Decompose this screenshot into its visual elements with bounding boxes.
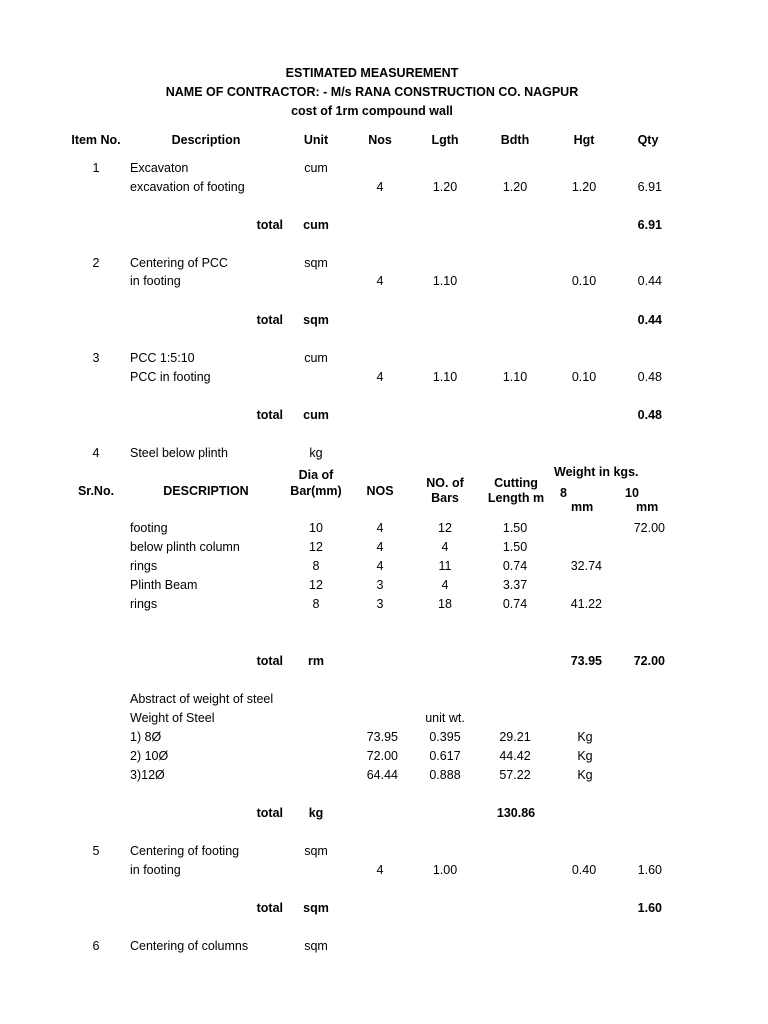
item-number: 2 [92,256,100,270]
total-qty: 0.44 [637,313,662,327]
total-label: total [256,313,283,327]
abstract-total-label: total [256,806,283,820]
steel-row-cut: 0.74 [502,597,528,611]
doc-subtitle: cost of 1rm compound wall [291,104,453,118]
item-unit: sqm [304,844,328,858]
abstract-row-weight: 57.22 [499,768,531,782]
steel-total-label: total [256,654,283,668]
steel-total-unit: rm [308,654,324,668]
steel-col-nos: NOS [366,484,394,498]
col-qty: Qty [637,133,659,147]
steel-col-bars-line1: NO. of [426,476,464,490]
steel-row-cut: 1.50 [502,540,528,554]
col-unit: Unit [303,133,329,147]
row-qty: 0.48 [637,370,662,384]
row-nos: 4 [376,274,384,288]
abstract-row-unit-wt: 0.395 [429,730,461,744]
row-description: in footing [130,863,181,877]
steel-row-nos: 3 [376,597,384,611]
row-lgth: 1.10 [432,370,458,384]
steel-row-description: rings [130,597,158,611]
abstract-row-label: 1) 8Ø [130,730,162,744]
abstract-row-unit: Kg [577,768,593,782]
steel-row-w8: 32.74 [570,559,602,573]
item-number: 1 [92,161,100,175]
steel-col-w10-line1: 10 [625,486,639,500]
row-qty: 6.91 [637,180,662,194]
total-label: total [256,218,283,232]
steel-row-nos: 4 [376,559,384,573]
item-title: Centering of footing [130,844,240,858]
item-unit: sqm [304,939,328,953]
row-lgth: 1.00 [432,863,458,877]
row-bdth: 1.20 [502,180,528,194]
abstract-row-unit-wt: 0.617 [429,749,461,763]
total-unit: sqm [303,313,329,327]
abstract-row-label: 3)12Ø [130,768,165,782]
steel-total-w8: 73.95 [570,654,602,668]
steel-row-dia: 10 [309,521,323,535]
item-title: Centering of columns [130,939,249,953]
row-nos: 4 [376,863,384,877]
steel-col-cut-line1: Cutting [494,476,538,490]
doc-title: ESTIMATED MEASUREMENT [285,66,459,80]
total-label: total [256,901,283,915]
steel-row-description: rings [130,559,158,573]
abstract-row-unit: Kg [577,730,593,744]
abstract-total-unit: kg [308,806,324,820]
steel-col-w8-line2: mm [571,500,594,514]
total-qty: 6.91 [637,218,662,232]
abstract-row-unit: Kg [577,749,593,763]
abstract-unit-wt-label: unit wt. [425,711,465,725]
steel-col-dia-line1: Dia of [298,468,334,482]
abstract-title: Abstract of weight of steel [130,692,274,706]
abstract-subtitle: Weight of Steel [130,711,215,725]
row-hgt: 0.10 [571,274,597,288]
col-description: Description [171,133,241,147]
abstract-row-unit-wt: 0.888 [429,768,461,782]
steel-row-w8: 41.22 [570,597,602,611]
steel-col-bars-line2: Bars [431,491,459,505]
item-title: Excavaton [130,161,189,175]
steel-row-nos: 3 [376,578,384,592]
steel-row-dia: 12 [309,540,323,554]
abstract-row-label: 2) 10Ø [130,749,169,763]
item-title: PCC 1:5:10 [130,351,195,365]
row-description: PCC in footing [130,370,211,384]
steel-row-dia: 12 [309,578,323,592]
steel-row-description: Plinth Beam [130,578,198,592]
steel-col-description: DESCRIPTION [163,484,249,498]
col-item-no: Item No. [71,133,121,147]
steel-row-bars: 12 [438,521,452,535]
row-lgth: 1.20 [432,180,458,194]
steel-row-cut: 0.74 [502,559,528,573]
abstract-row-weight: 29.21 [499,730,531,744]
row-qty: 1.60 [637,863,662,877]
abstract-total-value: 130.86 [496,806,536,820]
col-nos: Nos [368,133,392,147]
item-unit: sqm [304,256,328,270]
steel-row-bars: 4 [441,578,449,592]
steel-row-description: below plinth column [130,540,240,554]
steel-col-dia-line2: Bar(mm) [290,484,342,498]
col-bdth: Bdth [500,133,530,147]
row-hgt: 0.40 [571,863,597,877]
item-unit: cum [304,161,328,175]
steel-row-dia: 8 [312,597,320,611]
row-description: in footing [130,274,181,288]
total-qty: 1.60 [637,901,662,915]
total-label: total [256,408,283,422]
row-hgt: 0.10 [571,370,597,384]
total-unit: cum [303,218,329,232]
item-number: 5 [92,844,100,858]
item-unit: kg [309,446,323,460]
col-lgth: Lgth [431,133,459,147]
contractor-name: NAME OF CONTRACTOR: - M/s RANA CONSTRUCTION CO. NAGPUR [165,85,579,99]
abstract-row-length: 64.44 [366,768,398,782]
item-title: Centering of PCC [130,256,228,270]
steel-row-bars: 11 [438,559,452,573]
item-number: 3 [92,351,100,365]
row-nos: 4 [376,180,384,194]
abstract-row-length: 73.95 [366,730,398,744]
row-hgt: 1.20 [571,180,597,194]
item-title: Steel below plinth [130,446,228,460]
steel-col-w8-line1: 8 [560,486,567,500]
steel-row-description: footing [130,521,168,535]
steel-col-srno: Sr.No. [77,484,115,498]
steel-col-cut-line2: Length m [487,491,545,505]
total-qty: 0.48 [637,408,662,422]
steel-col-weight: Weight in kgs. [554,465,639,479]
steel-row-cut: 3.37 [502,578,528,592]
steel-row-nos: 4 [376,521,384,535]
abstract-row-weight: 44.42 [499,749,531,763]
item-number: 4 [92,446,100,460]
steel-row-nos: 4 [376,540,384,554]
item-number: 6 [92,939,100,953]
steel-row-bars: 18 [438,597,452,611]
steel-row-cut: 1.50 [502,521,528,535]
col-hgt: Hgt [573,133,595,147]
abstract-row-length: 72.00 [366,749,398,763]
item-unit: cum [304,351,328,365]
steel-row-dia: 8 [312,559,320,573]
steel-col-w10-line2: mm [636,500,659,514]
steel-row-bars: 4 [441,540,449,554]
steel-row-w10: 72.00 [633,521,665,535]
row-lgth: 1.10 [432,274,458,288]
row-qty: 0.44 [637,274,662,288]
row-bdth: 1.10 [502,370,528,384]
row-nos: 4 [376,370,384,384]
row-description: excavation of footing [130,180,245,194]
steel-total-w10: 72.00 [633,654,665,668]
total-unit: cum [303,408,329,422]
total-unit: sqm [303,901,329,915]
